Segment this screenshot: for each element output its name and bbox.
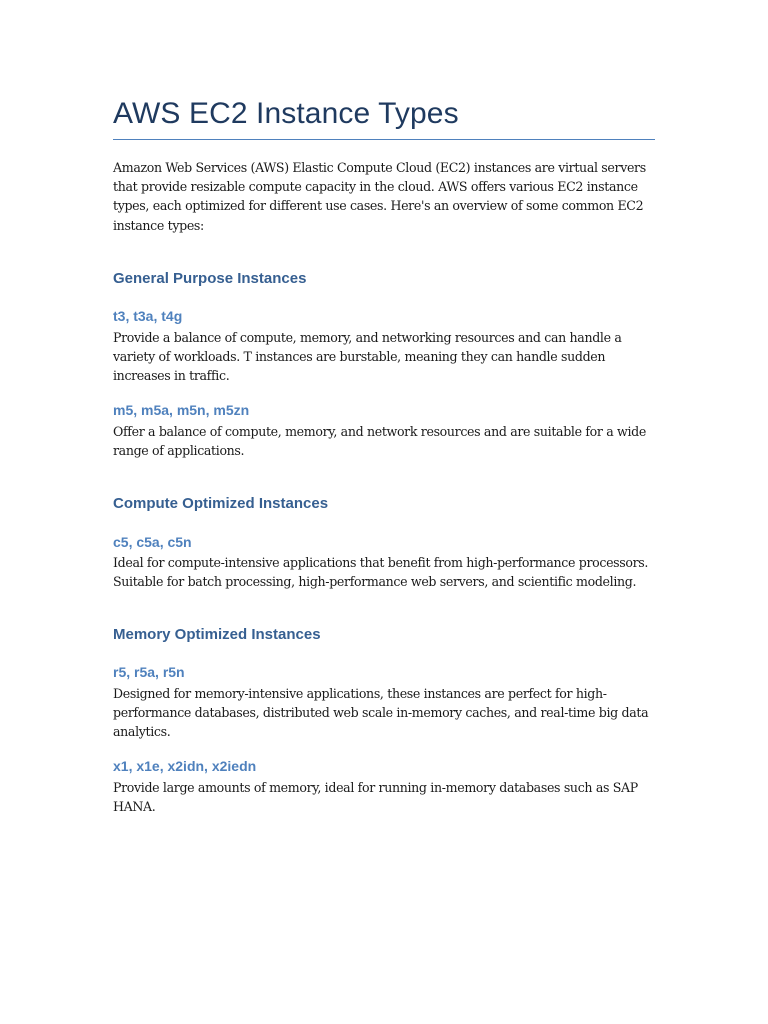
instance-family-x1: x1, x1e, x2idn, x2iedn (113, 758, 257, 774)
instance-description-m5: Offer a balance of compute, memory, and network resources and are suitable for a wide range of applications. (113, 424, 646, 459)
instance-family-t3: t3, t3a, t4g (113, 308, 183, 324)
section-heading-memory-optimized: Memory Optimized Instances (113, 626, 321, 643)
instance-description-c5: Ideal for compute-intensive applications that benefit from high-performance processors. Suitable for batch processing, high-performance web servers, and scientific modeling. (113, 555, 649, 590)
instance-family-c5: c5, c5a, c5n (113, 534, 192, 550)
instance-description-r5: Designed for memory-intensive applications, these instances are perfect for high-performance databases, distributed web scale in-memory caches, and real-time big data analytics. (113, 686, 649, 740)
instance-family-m5: m5, m5a, m5n, m5zn (113, 402, 250, 418)
section-heading-general-purpose: General Purpose Instances (113, 270, 307, 287)
section-heading-compute-optimized: Compute Optimized Instances (113, 495, 329, 512)
instance-description-t3: Provide a balance of compute, memory, and networking resources and can handle a variety of workloads. T instances are burstable, meaning they can handle sudden increases in traffic. (113, 330, 622, 384)
page-title: AWS EC2 Instance Types (113, 97, 459, 130)
instance-family-r5: r5, r5a, r5n (113, 664, 185, 680)
instance-description-x1: Provide large amounts of memory, ideal for running in-memory databases such as SAP HANA. (113, 780, 638, 815)
title-divider (113, 139, 655, 140)
intro-paragraph: Amazon Web Services (AWS) Elastic Compute Cloud (EC2) instances are virtual servers that provide resizable compute capacity in the cloud. AWS offers various EC2 instance types, each optimized for different use cases. Here's an overview of some common EC2 instance types: (113, 160, 646, 233)
